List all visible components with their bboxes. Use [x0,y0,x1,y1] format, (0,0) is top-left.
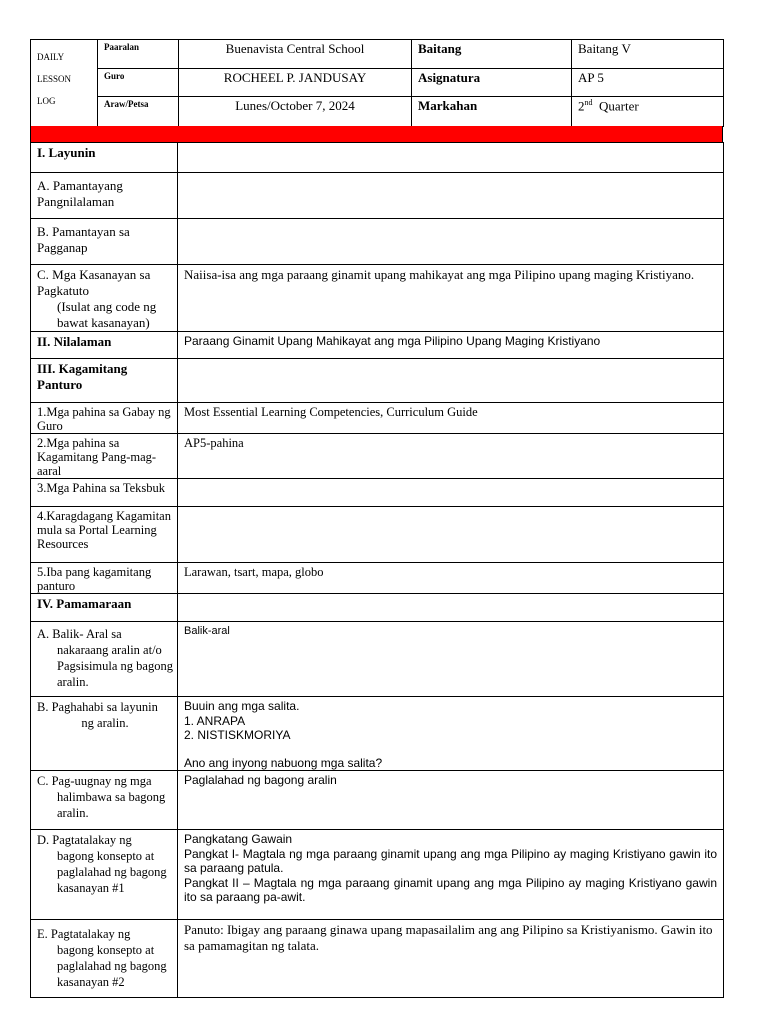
pamamaraan-heading: IV. Pamamaraan [31,594,178,622]
school-value: Buenavista Central School [179,40,412,69]
log-text: LOG [37,96,56,106]
baitang-value: Baitang V [572,40,724,69]
table-row [31,332,724,359]
table-row [31,771,724,830]
portal-resources-label: 4.Karagdagang Kagamitan mula sa Portal Learning Resources [31,507,178,563]
iba-pang-kagamitan-value: Larawan, tsart, mapa, globo [178,563,724,594]
nilalaman-value: Paraang Ginamit Upang Mahikayat ang mga Pilipino Upang Maging Kristiyano [178,332,724,359]
nilalaman-heading: II. Nilalaman [31,332,178,359]
markahan-word: Quarter [599,98,639,114]
table-row [31,403,724,434]
pang-mag-aaral-value: AP5-pahina [178,434,724,479]
lesson-text: LESSON [37,74,72,84]
kasanayan-label [31,265,178,332]
table-row [31,830,724,920]
kasanayan-value: Naiisa-isa ang mga paraang ginamit upang mahikayat ang mga Pilipino upang maging Kristiyano. [178,265,724,332]
pagtatalakay-1-value [178,830,724,920]
kagamitang-panturo-value [178,359,724,403]
balik-aral-value: Balik-aral [178,622,724,697]
pamamaraan-value [178,594,724,622]
iba-pang-kagamitan-label: 5.Iba pang kagamitang panturo [31,563,178,594]
pamantayan-sa-pagganap-label: B. Pamantayan sa Pagganap [31,219,178,265]
baitang-label: Baitang [412,40,572,69]
markahan-label: Markahan [412,97,572,127]
pagtatalakay-2-label-main: E. Pagtatalakay ng [37,927,131,941]
pag-uugnay-label-main: C. Pag-uugnay ng mga [37,774,152,788]
teacher-value: ROCHEEL P. JANDUSAY [179,69,412,97]
paghahabi-word-2: 2. NISTISKMORIYA [184,728,291,742]
balik-aral-label-main: A. Balik- Aral sa [37,627,122,641]
paghahabi-instruction: Buuin ang mga salita. [184,699,300,713]
markahan-suffix: nd [584,98,593,107]
pamantayan-sa-pagganap-value [178,219,724,265]
table-row [31,920,724,998]
pagtatalakay-1-label-sub: bagong konsepto at paglalahad ng bagong kasanayan #1 [57,849,167,895]
gabay-ng-guro-value: Most Essential Learning Competencies, Curriculum Guide [178,403,724,434]
paghahabi-word-1: 1. ANRAPA [184,713,246,728]
red-divider-bar [30,126,723,142]
pagtatalakay-1-label [31,830,178,920]
teksbuk-label: 3.Mga Pahina sa Teksbuk [31,479,178,507]
markahan-value [572,97,724,127]
paghahabi-value [178,697,724,771]
paghahabi-label [31,697,178,771]
markahan-number: 2 [578,98,585,114]
teksbuk-value [178,479,724,507]
portal-resources-value [178,507,724,563]
pang-mag-aaral-label: 2.Mga pahina sa Kagamitang Pang-mag-aaral [31,434,178,479]
kasanayan-label-main: C. Mga Kasanayan sa Pagkatuto [37,267,151,298]
pamantayang-pangnilalaman-label: A. Pamantayang Pangnilalaman [31,173,178,219]
pagtatalakay-1-pangkat-2: Pangkat II – Magtala ng mga paraang ginamit upang ang mga Pilipino ay maging Kristiyano gawin ito sa paraang pa-awit. [184,875,717,904]
pamantayang-pangnilalaman-value [178,173,724,219]
paghahabi-label-sub: ng aralin. [81,716,129,730]
pagtatalakay-2-label [31,920,178,998]
layunin-heading: I. Layunin [31,143,178,173]
table-row [31,563,724,594]
pagtatalakay-2-label-sub: bagong konsepto at paglalahad ng bagong kasanayan #2 [57,943,167,989]
date-value: Lunes/October 7, 2024 [179,97,412,127]
balik-aral-label [31,622,178,697]
table-row [31,479,724,507]
kagamitang-panturo-heading: III. Kagamitang Panturo [31,359,178,403]
paghahabi-question: Ano ang inyong nabuong mga salita? [184,755,383,770]
daily-text: DAILY [37,52,65,62]
asignatura-value: AP 5 [572,69,724,97]
balik-aral-label-sub: nakaraang aralin at/o Pagsisimula ng bagong aralin. [57,643,173,689]
table-row [31,143,724,173]
pag-uugnay-label [31,771,178,830]
table-row [31,359,724,403]
lesson-table [30,142,724,998]
pagtatalakay-1-pangkat-1: Pangkat I- Magtala ng mga paraang ginamit upang ang mga Pilipino ay maging Kristiyano gawin ito sa paraang patula. [184,846,717,875]
araw-petsa-label: Araw/Petsa [98,97,179,127]
table-row [31,265,724,332]
table-row [31,434,724,479]
daily-lesson-log-label [31,40,98,127]
layunin-value [178,143,724,173]
table-row [31,219,724,265]
table-row [31,507,724,563]
pagtatalakay-2-value: Panuto: Ibigay ang paraang ginawa upang mapasailalim ang ang Pilipino sa Kristiyanismo. Gawin ito sa pamamagitan ng talata. [178,920,724,998]
paghahabi-label-main: B. Paghahabi sa layunin [37,700,158,714]
table-row [31,594,724,622]
paaralan-label: Paaralan [98,40,179,69]
guro-label: Guro [98,69,179,97]
table-row [31,622,724,697]
header-table [30,39,724,127]
gabay-ng-guro-label: 1.Mga pahina sa Gabay ng Guro [31,403,178,434]
table-row [31,697,724,771]
pagtatalakay-1-label-main: D. Pagtatalakay ng [37,833,132,847]
kasanayan-label-note: (Isulat ang code ng bawat kasanayan) [57,299,157,330]
table-row [31,173,724,219]
pag-uugnay-value: Paglalahad ng bagong aralin [178,771,724,830]
asignatura-label: Asignatura [412,69,572,97]
pag-uugnay-label-sub: halimbawa sa bagong aralin. [57,790,166,820]
pagtatalakay-1-heading: Pangkatang Gawain [184,832,293,846]
